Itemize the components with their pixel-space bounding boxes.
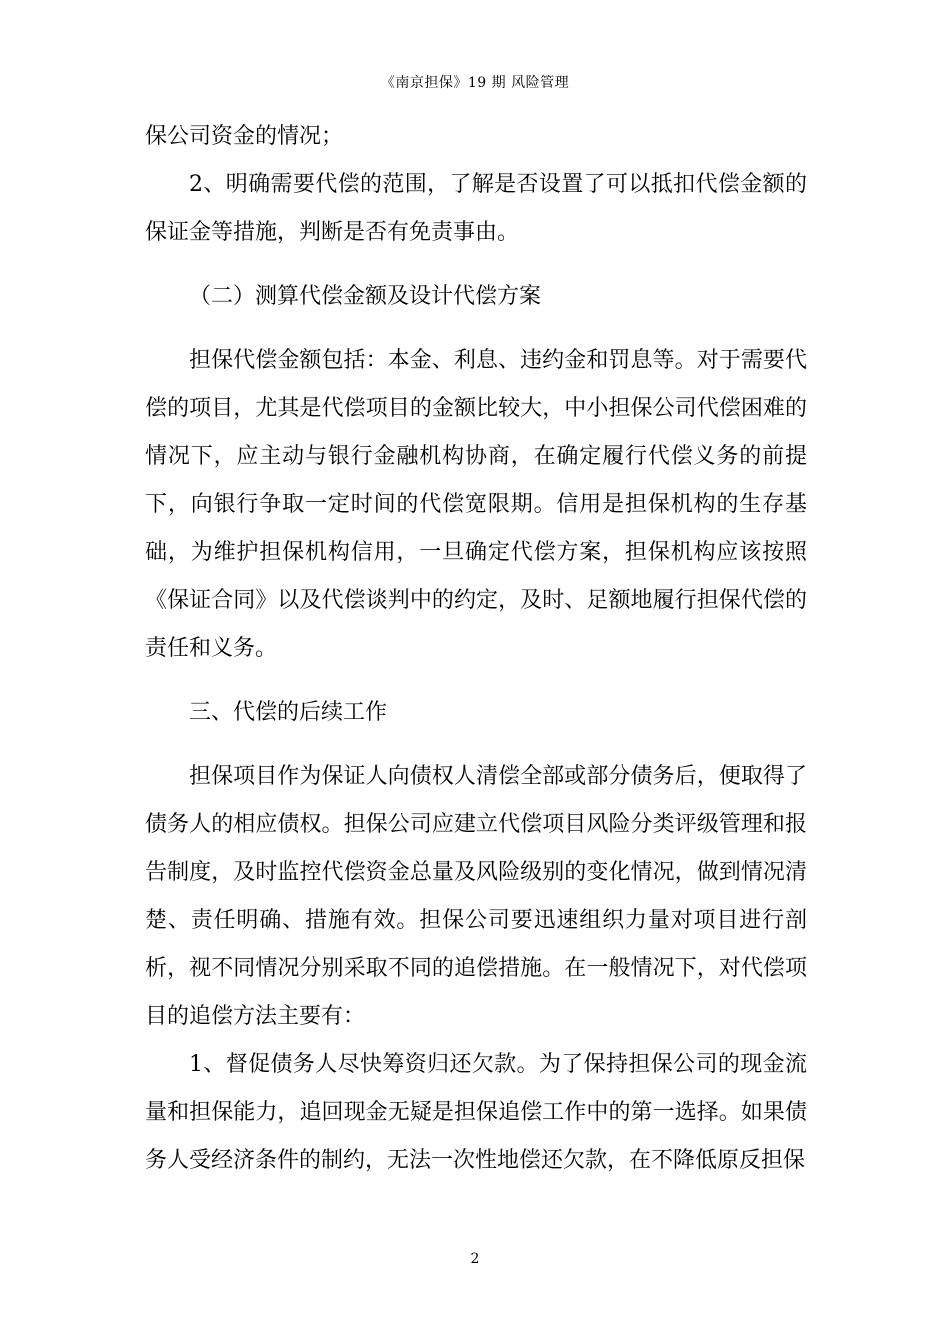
paragraph-continuation: 保公司资金的情况； <box>145 124 344 149</box>
page-number: 2 <box>470 1251 480 1267</box>
paragraph-follow-up: 担保项目作为保证人向债权人清偿全部或部分债务后，便取得了债务人的相应债权。担保公司应建立代偿项目风险分类评级管理和报告制度，及时监控代偿资金总量及风险级别的变化情况，做到情况清楚、责任明确、措施有效。担保公司要迅速组织力量对项目进行剖析，视不同情况分别采取不同的追偿措施。在一般情况下，对代偿项目的追偿方法主要有： <box>145 764 807 1029</box>
document-body <box>145 113 807 1185</box>
paragraph-item-1: 1、督促债务人尽快筹资归还欠款。为了保持担保公司的现金流量和担保能力，追回现金无疑是担保追偿工作中的第一选择。如果债务人受经济条件的制约，无法一次性地偿还欠款，在不降低原反担保 <box>145 1052 807 1173</box>
paragraph-compensation-amount: 担保代偿金额包括：本金、利息、违约金和罚息等。对于需要代偿的项目，尤其是代偿项目的金额比较大，中小担保公司代偿困难的情况下，应主动与银行金融机构协商，在确定履行代偿义务的前提下，向银行争取一定时间的代偿宽限期。信用是担保机构的生存基础，为维护担保机构信用，一旦确定代偿方案，担保机构应该按照《保证合同》以及代偿谈判中的约定，及时、足额地履行担保代偿的责任和义务。 <box>145 348 807 661</box>
running-header: 《南京担保》19 期 风险管理 <box>380 75 570 91</box>
paragraph-item-2: 2、明确需要代偿的范围，了解是否设置了可以抵扣代偿金额的保证金等措施，判断是否有免责事由。 <box>145 172 807 245</box>
section-heading-2: （二）测算代偿金额及设计代偿方案 <box>189 284 542 309</box>
section-heading-3: 三、代偿的后续工作 <box>189 700 388 725</box>
